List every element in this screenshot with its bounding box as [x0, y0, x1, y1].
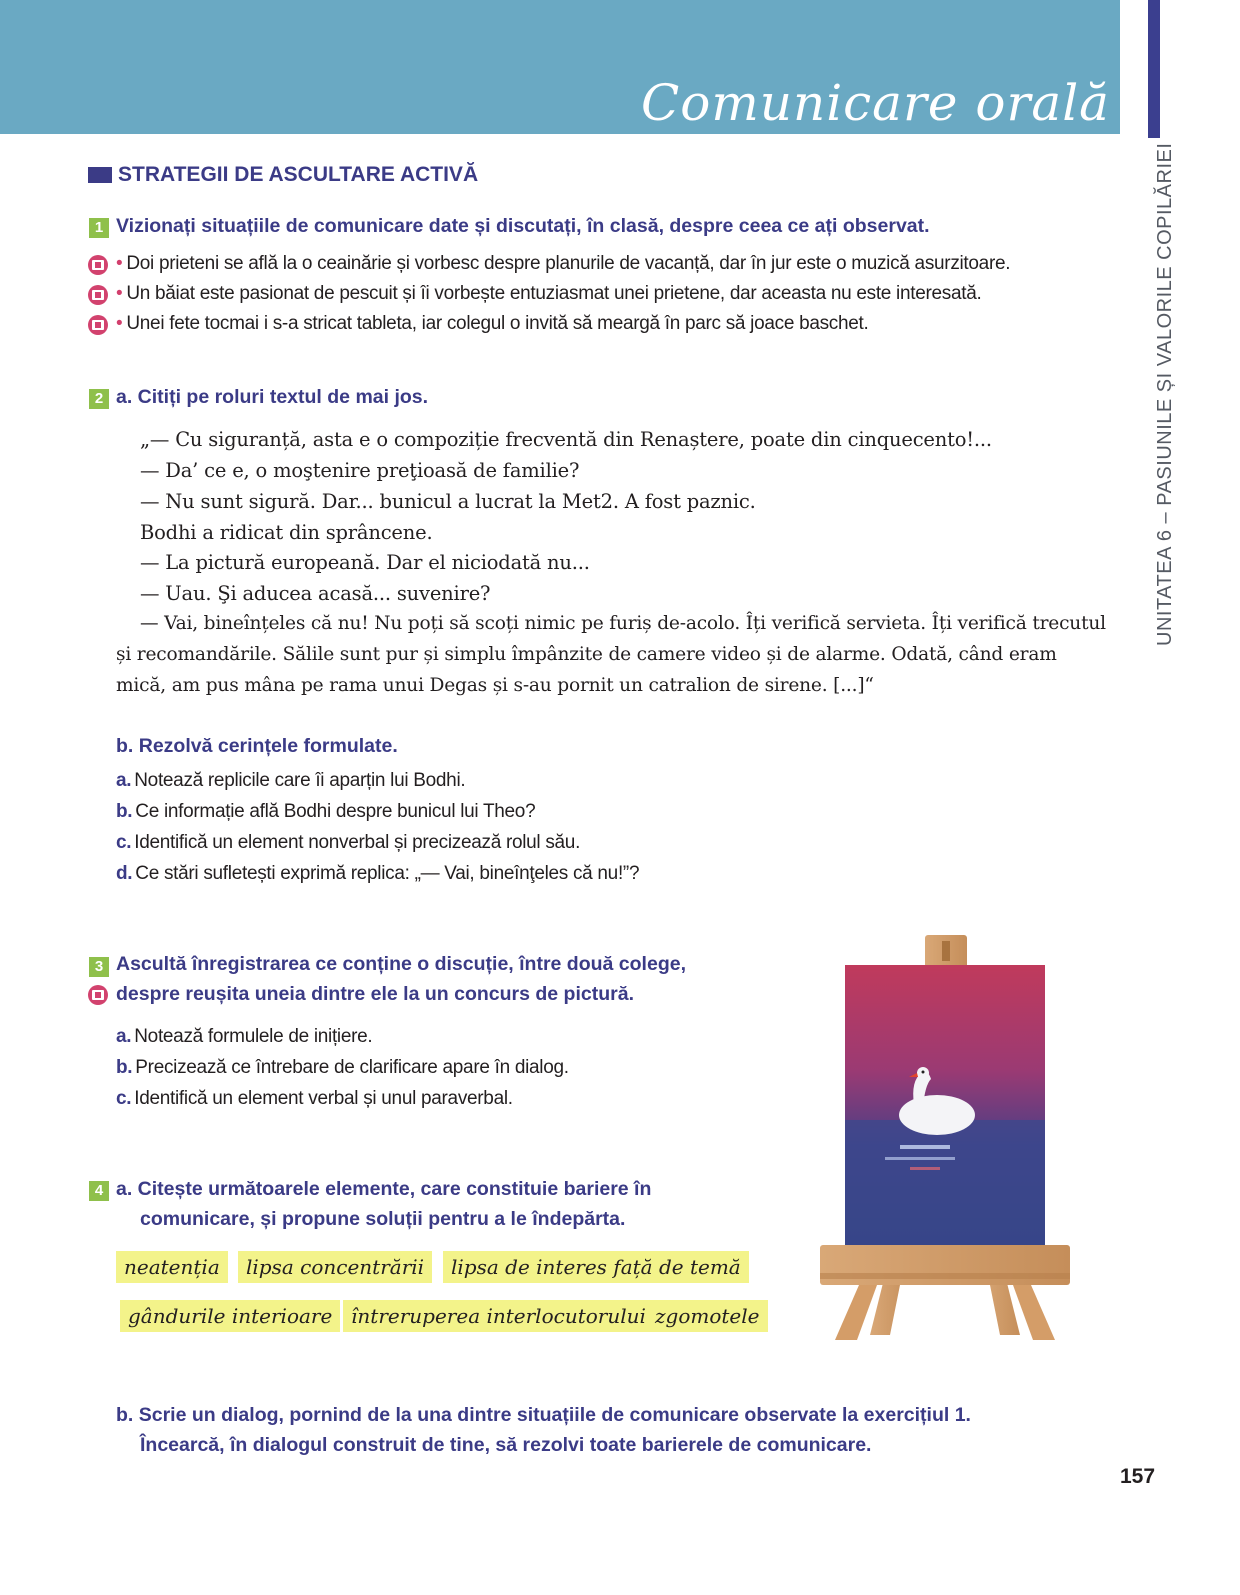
excerpt-line: Bodhi a ridicat din sprâncene. — [140, 521, 433, 544]
video-icon[interactable] — [88, 285, 108, 305]
exercise-3-title: despre reușita uneia dintre ele la un concurs de pictură. — [116, 983, 634, 1005]
exercise-1-bullet: • Unei fete tocmai i s-a stricat tableta, iar colegul o invită să meargă în parc să joace baschet. — [116, 313, 869, 334]
excerpt-line: — La pictură europeană. Dar el niciodată nu... — [140, 551, 590, 574]
exercise-1-number: 1 — [89, 218, 109, 238]
exercise-2-item: d. Ce stări sufletești exprimă replica: „— Vai, bineînţeles că nu!”? — [116, 863, 640, 884]
exercise-2-item: b. Ce informație află Bodhi despre bunicul lui Theo? — [116, 801, 536, 822]
video-icon[interactable] — [88, 315, 108, 335]
barrier-chip: întreruperea interlocutorului — [343, 1300, 654, 1332]
page-title: Comunicare orală — [641, 74, 1110, 132]
exercise-1-title: Vizionați situațiile de comunicare date și discutați, în clasă, despre ceea ce ați observat. — [116, 215, 930, 237]
section-title: STRATEGII DE ASCULTARE ACTIVĂ — [118, 163, 479, 186]
exercise-3-item: b. Precizează ce întrebare de clarificare apare în dialog. — [116, 1057, 569, 1078]
exercise-2-title-b: b. Rezolvă cerințele formulate. — [116, 735, 398, 757]
exercise-3-item: a. Notează formulele de inițiere. — [116, 1026, 373, 1047]
excerpt-line: — Vai, bineînțeles că nu! Nu poți să scoți nimic pe furiș de-acolo. Îți verifică servieta. Îți verifică trecutul — [140, 613, 1106, 634]
exercise-4-title-a: a. Citește următoarele elemente, care constituie bariere în — [116, 1178, 652, 1200]
exercise-4-title-a: comunicare, și propune soluții pentru a le îndepărta. — [140, 1208, 626, 1230]
exercise-3-item: c. Identifică un element verbal și unul paraverbal. — [116, 1088, 513, 1109]
header-band — [0, 0, 1120, 134]
easel-painting-image — [815, 935, 1075, 1345]
excerpt-line: — Uau. Şi aducea acasă... suvenire? — [140, 582, 491, 605]
excerpt-line: — Nu sunt sigură. Dar... bunicul a lucrat la Met2. A fost paznic. — [140, 490, 756, 513]
exercise-2-item: a. Notează replicile care îi aparțin lui Bodhi. — [116, 770, 466, 791]
video-icon[interactable] — [88, 255, 108, 275]
exercise-2-item: c. Identifică un element nonverbal și precizează rolul său. — [116, 832, 581, 853]
barrier-chip: neatenția — [116, 1251, 228, 1283]
excerpt-line: mică, am pus mâna pe rama unui Degas și s-au pornit un catralion de sirene. [...]“ — [116, 675, 874, 696]
exercise-2-number: 2 — [89, 389, 109, 409]
exercise-2-title-a: a. Citiți pe roluri textul de mai jos. — [116, 386, 429, 408]
excerpt-line: „— Cu siguranță, asta e o compoziție frecventă din Renaștere, poate din cinquecento!... — [140, 428, 992, 451]
barrier-chip: zgomotele — [647, 1300, 768, 1332]
excerpt-line: și recomandările. Sălile sunt pur și simplu împânzite de camere video și de alarme. Odată, când eram — [116, 644, 1057, 665]
barrier-chip: lipsa concentrării — [238, 1251, 432, 1283]
barrier-chip: lipsa de interes față de temă — [443, 1251, 749, 1283]
barrier-chip: gândurile interioare — [120, 1300, 340, 1332]
page-number: 157 — [1120, 1465, 1156, 1488]
excerpt-line: — Da’ ce e, o moştenire preţioasă de familie? — [140, 459, 580, 482]
unit-label: UNITATEA 6 – PASIUNILE ȘI VALORILE COPILĂRIEI — [1154, 142, 1176, 646]
exercise-3-number: 3 — [89, 957, 109, 977]
exercise-4-title-b: Încearcă, în dialogul construit de tine, să rezolvi toate barierele de comunicare. — [140, 1434, 872, 1456]
video-icon[interactable] — [88, 985, 108, 1005]
side-rule — [1148, 0, 1160, 138]
exercise-4-title-b: b. Scrie un dialog, pornind de la una dintre situațiile de comunicare observate la exercițiul 1. — [116, 1404, 971, 1426]
section-heading — [88, 163, 478, 187]
exercise-4-number: 4 — [89, 1181, 109, 1201]
section-square-icon — [88, 167, 112, 183]
exercise-3-title: Ascultă înregistrarea ce conține o discuție, între două colege, — [116, 953, 686, 975]
exercise-1-bullet: • Un băiat este pasionat de pescuit și îi vorbește entuziasmat unei prietene, dar aceasta nu este interesată. — [116, 283, 982, 304]
exercise-1-bullet: • Doi prieteni se află la o ceainărie și vorbesc despre planurile de vacanță, dar în jur este o muzică asurzitoare. — [116, 253, 1011, 274]
